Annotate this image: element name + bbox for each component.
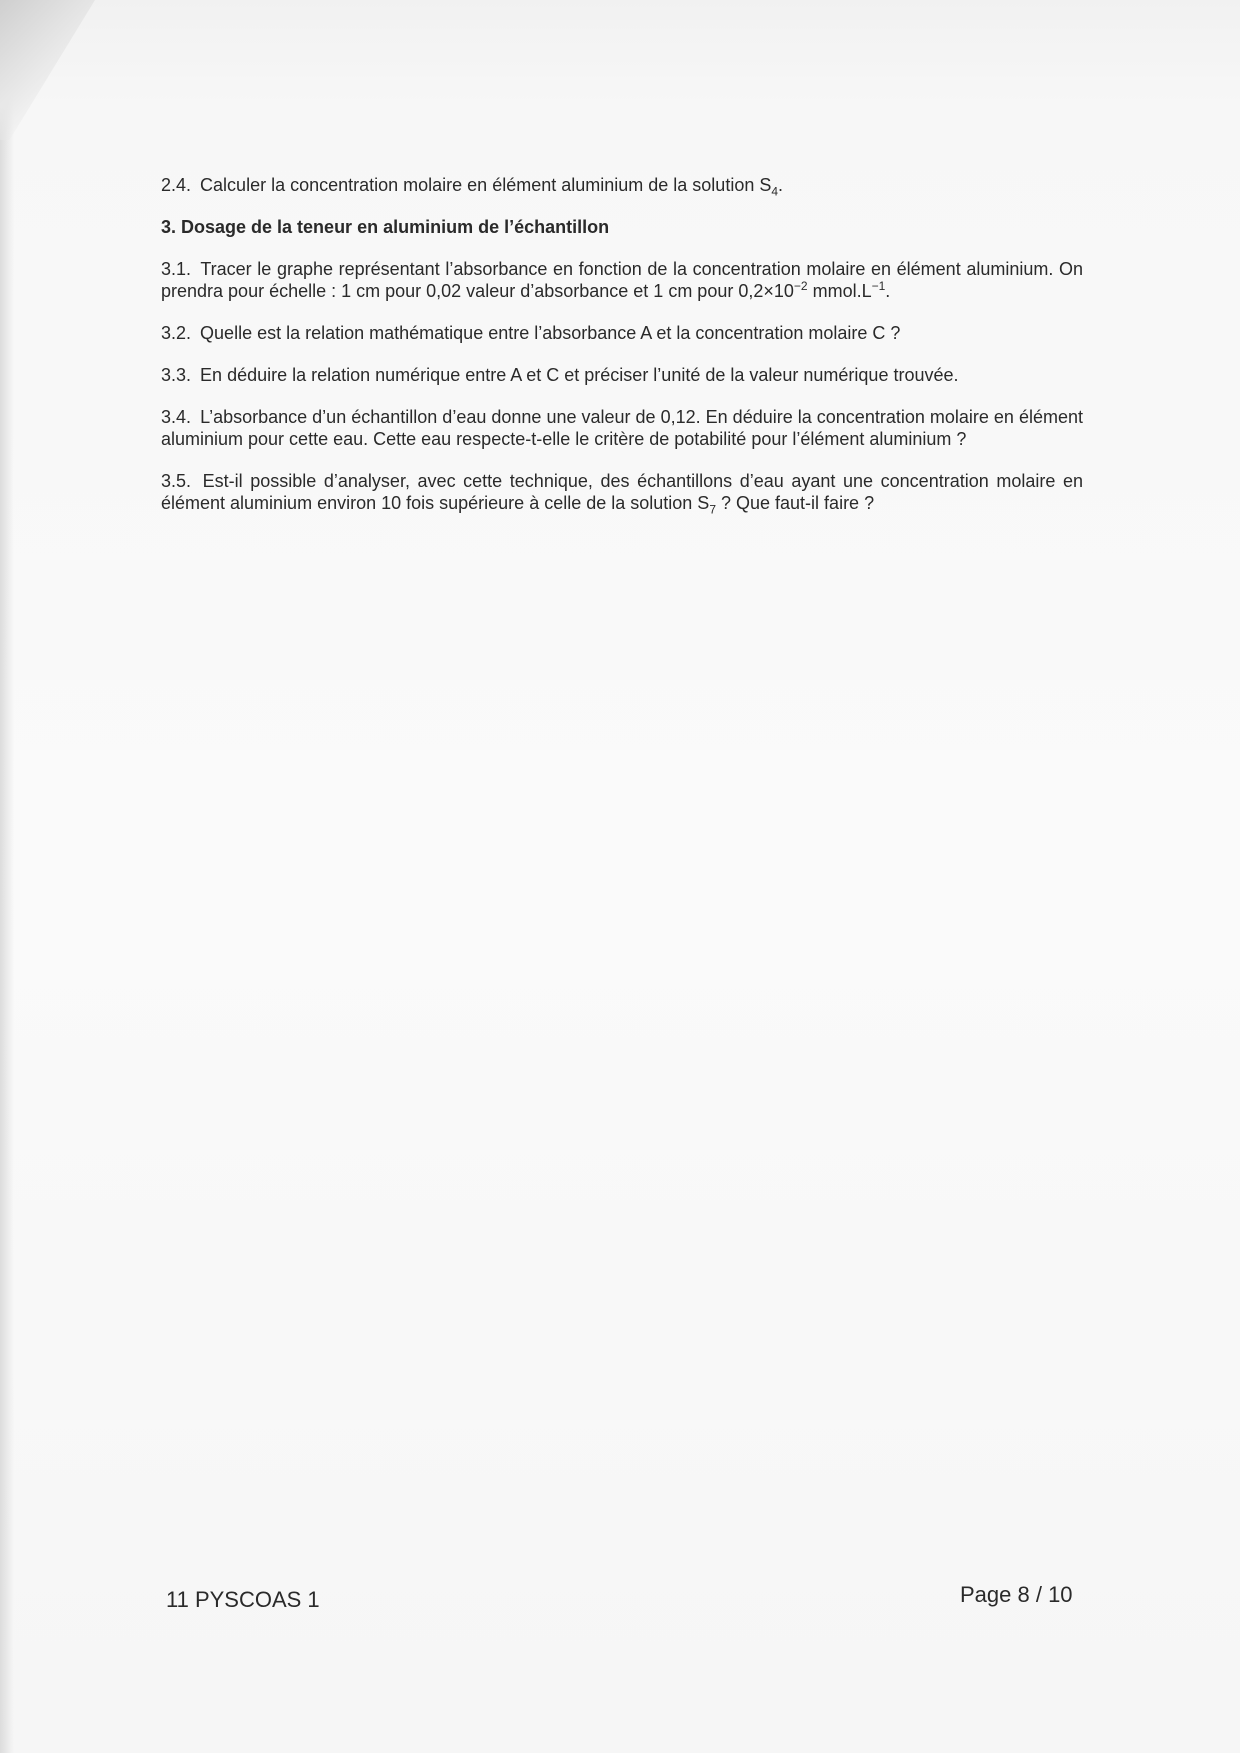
question-number: 3.3. [161,365,192,385]
question-text: Calculer la concentration molaire en élément aluminium de la solution S [200,175,772,195]
superscript: −1 [871,279,886,293]
question-3-1 [161,258,1083,302]
question-2-4 [161,174,1083,199]
question-number: 2.4. [161,175,192,195]
question-text: En déduire la relation numérique entre A et C et préciser l’unité de la valeur numérique trouvée. [200,365,959,385]
question-text: Est-il possible d’analyser, avec cette technique, des échantillons d’eau ayant une concentration molaire en élément aluminium environ 10 fois supérieure à celle de la solution S [161,471,1083,513]
question-number: 3.4. [161,407,192,427]
question-end: . [778,175,784,195]
subscript: 7 [709,502,716,517]
unit-text: mmol.L [807,281,872,301]
document-body [161,174,1083,534]
question-number: 3.2. [161,323,192,343]
question-text: Tracer le graphe représentant l’absorbance en fonction de la concentration molaire en élément aluminium. On prendra pour échelle : 1 cm pour 0,02 valeur d’absorbance et 1 cm pour 0,2×10 [161,259,1083,301]
question-end: ? Que faut-il faire ? [716,493,875,513]
question-number: 3.1. [161,259,192,279]
page-edge-shadow [0,0,14,1753]
question-text: L’absorbance d’un échantillon d’eau donne une valeur de 0,12. En déduire la concentration molaire en élément aluminium pour cette eau. Cette eau respecte-t-elle le critère de potabilité pour l’élément aluminium ? [161,407,1083,449]
question-3-5 [161,470,1083,517]
question-text: Quelle est la relation mathématique entre l’absorbance A et la concentration molaire C ? [200,323,901,343]
superscript: −2 [793,279,808,293]
question-end: . [885,281,891,301]
subscript: 4 [771,184,779,199]
exam-code: 11 PYSCOAS 1 [166,1587,320,1612]
question-3-4 [161,406,1083,450]
question-3-2 [161,322,1083,344]
page-number: Page 8 / 10 [960,1582,1073,1607]
question-3-3 [161,364,1083,386]
question-number: 3.5. [161,471,192,491]
section-3-heading: 3. Dosage de la teneur en aluminium de l’échantillon [161,217,610,237]
